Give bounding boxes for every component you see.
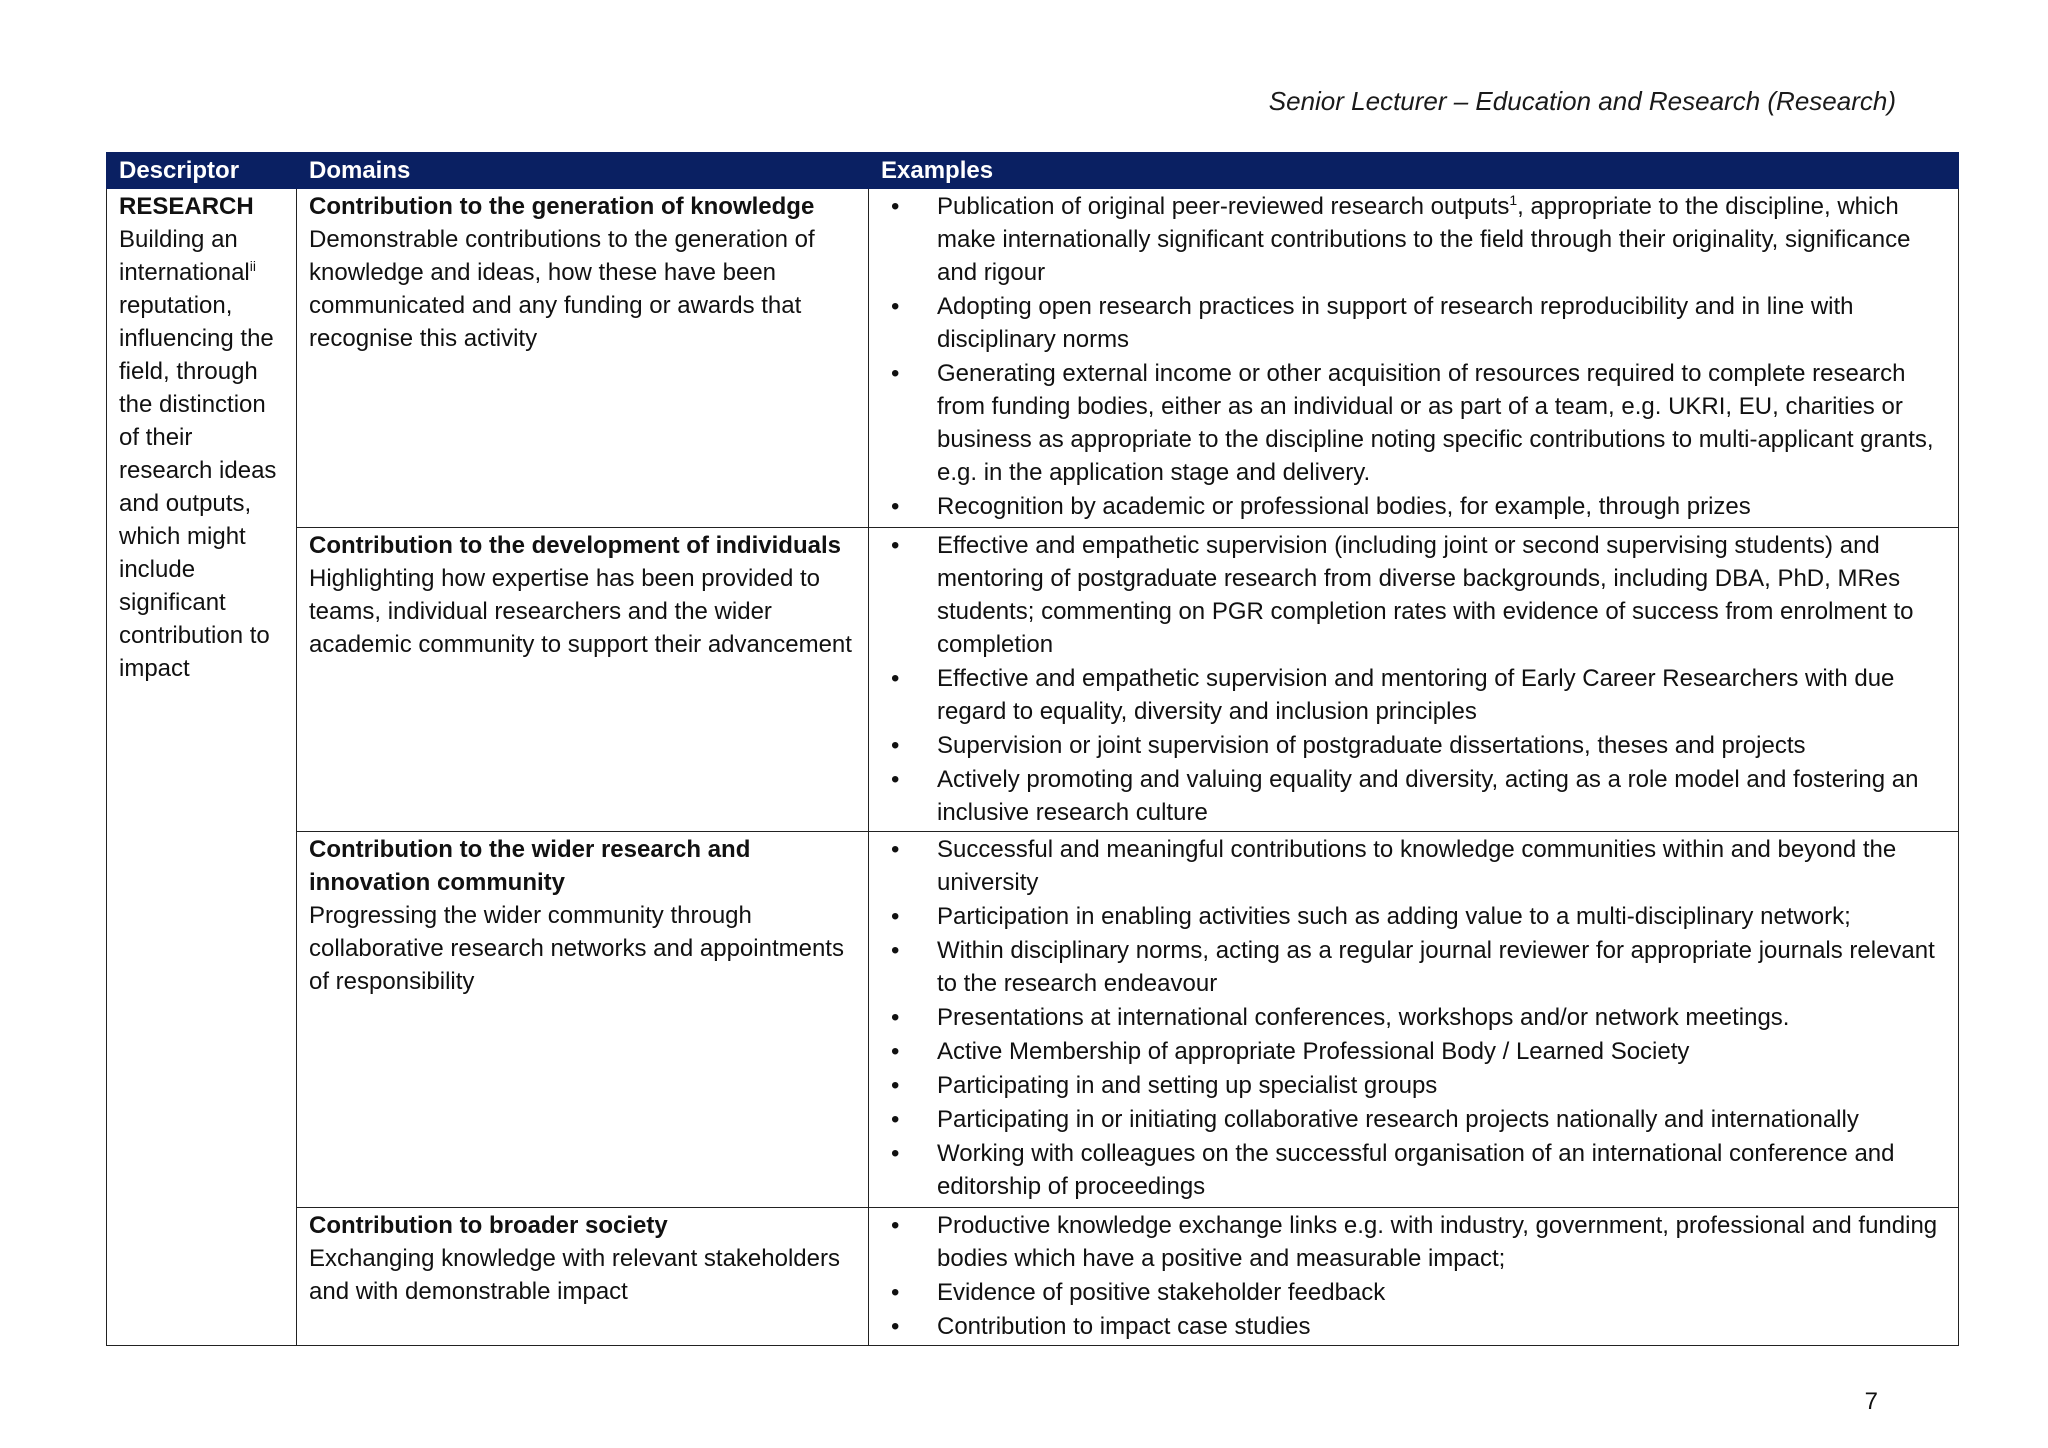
list-item: • Supervision or joint supervision of postgraduate dissertations, theses and projects <box>881 729 1946 762</box>
footnote-marker: 1 <box>1509 192 1518 208</box>
list-item: • Productive knowledge exchange links e.g. with industry, government, professional and funding bodies which have a positive and measurable impact; <box>881 1209 1946 1275</box>
column-header-examples: Examples <box>869 153 1959 189</box>
example-list <box>881 190 1946 523</box>
descriptor-cell <box>107 189 297 1346</box>
domain-title: Contribution to the development of individuals <box>309 532 841 559</box>
domain-title: Contribution to the wider research and innovation community <box>309 836 751 896</box>
table-row <box>107 528 1959 832</box>
footnote-marker: ii <box>249 258 256 274</box>
list-item: • Generating external income or other acquisition of resources required to complete research from funding bodies, either as an individual or as part of a team, e.g. UKRI, EU, charities or business as appropriate to the discipline noting specific contributions to multi-applicant grants, e.g. in the application stage and delivery. <box>881 357 1946 489</box>
list-item: • Adopting open research practices in support of research reproducibility and in line with disciplinary norms <box>881 290 1946 356</box>
table-header-row <box>107 153 1959 189</box>
examples-cell <box>869 528 1959 832</box>
descriptor-title: RESEARCH <box>119 193 254 220</box>
column-header-descriptor: Descriptor <box>107 153 297 189</box>
list-item: • Participating in or initiating collaborative research projects nationally and internationally <box>881 1103 1946 1136</box>
example-list <box>881 529 1946 829</box>
list-item: • Working with colleagues on the successful organisation of an international conference and editorship of proceedings <box>881 1137 1946 1203</box>
example-list <box>881 833 1946 1203</box>
domain-title: Contribution to broader society <box>309 1212 668 1239</box>
list-item: • Actively promoting and valuing equality and diversity, acting as a role model and fostering an inclusive research culture <box>881 763 1946 829</box>
table-row <box>107 832 1959 1208</box>
list-item: • Participation in enabling activities such as adding value to a multi-disciplinary network; <box>881 900 1946 933</box>
list-item: • Active Membership of appropriate Professional Body / Learned Society <box>881 1035 1946 1068</box>
domain-description: Demonstrable contributions to the generation of knowledge and ideas, how these have been communicated and any funding or awards that recognise this activity <box>309 226 815 352</box>
domain-cell <box>297 189 869 528</box>
page-number: 7 <box>1864 1388 1878 1415</box>
list-item: • Recognition by academic or professional bodies, for example, through prizes <box>881 490 1946 523</box>
examples-cell <box>869 1208 1959 1346</box>
domain-title: Contribution to the generation of knowledge <box>309 193 815 220</box>
column-header-domains: Domains <box>297 153 869 189</box>
domain-description: Progressing the wider community through collaborative research networks and appointments of responsibility <box>309 902 844 995</box>
example-list <box>881 1209 1946 1343</box>
list-item: • Successful and meaningful contributions to knowledge communities within and beyond the university <box>881 833 1946 899</box>
list-item: • Participating in and setting up specialist groups <box>881 1069 1946 1102</box>
list-item: • Effective and empathetic supervision (including joint or second supervising students) and mentoring of postgraduate research from diverse backgrounds, including DBA, PhD, MRes students; commenting on PGR completion rates with evidence of success from enrolment to completion <box>881 529 1946 661</box>
domain-cell <box>297 1208 869 1346</box>
list-item: • Contribution to impact case studies <box>881 1310 1946 1343</box>
domain-cell <box>297 832 869 1208</box>
examples-cell <box>869 832 1959 1208</box>
descriptor-text: Building an international$^{ii}$ reputation, influencing the field, through the distinction of their research ideas and outputs, which might include significant contribution to impact <box>119 226 277 682</box>
table-row <box>107 1208 1959 1346</box>
list-item: • Evidence of positive stakeholder feedback <box>881 1276 1946 1309</box>
examples-cell <box>869 189 1959 528</box>
domain-cell <box>297 528 869 832</box>
descriptor-table <box>106 152 1959 1346</box>
domain-description: Exchanging knowledge with relevant stakeholders and with demonstrable impact <box>309 1245 840 1305</box>
table-row <box>107 189 1959 528</box>
running-header: Senior Lecturer – Education and Research (Research) <box>1268 86 1896 116</box>
list-item: • Effective and empathetic supervision and mentoring of Early Career Researchers with due regard to equality, diversity and inclusion principles <box>881 662 1946 728</box>
domain-description: Highlighting how expertise has been provided to teams, individual researchers and the wider academic community to support their advancement <box>309 565 852 658</box>
list-item: • Within disciplinary norms, acting as a regular journal reviewer for appropriate journals relevant to the research endeavour <box>881 934 1946 1000</box>
list-item: • Presentations at international conferences, workshops and/or network meetings. <box>881 1001 1946 1034</box>
list-item: • Publication of original peer-reviewed research outputs$^1$, appropriate to the discipline, which make internationally significant contributions to the field through their originality, significance and rigour <box>881 190 1946 289</box>
